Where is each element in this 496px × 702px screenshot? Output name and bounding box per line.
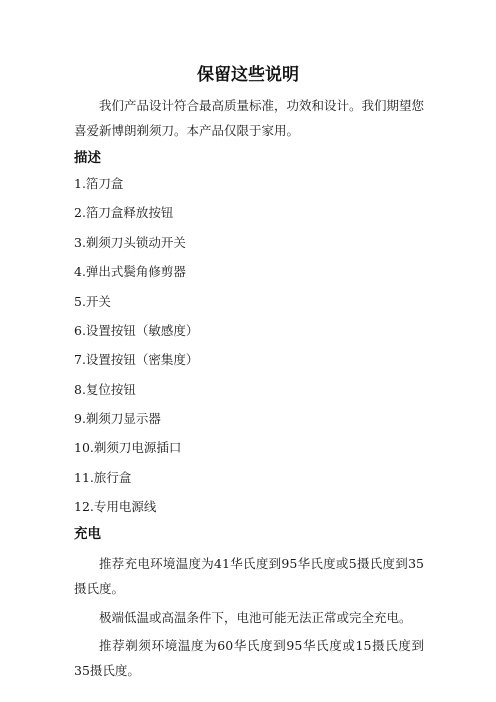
list-item: 11.旅行盒	[74, 470, 132, 485]
page-title: 保留这些说明	[197, 65, 299, 85]
description-heading: 描述	[74, 150, 101, 166]
list-item: 8.复位按钮	[74, 382, 136, 397]
intro-paragraph: 我们产品设计符合最高质量标准，功效和设计。我们期望您喜爱新博朗剃须刀。本产品仅限于家用。	[74, 98, 425, 138]
list-item: 4.弹出式鬓角修剪器	[74, 264, 186, 279]
list-item: 2.箔刀盒释放按钮	[74, 205, 174, 220]
list-item: 1.箔刀盒	[74, 176, 124, 191]
charging-paragraph: 极端低温或高温条件下，电池可能无法正常或完全充电。	[99, 610, 412, 625]
charging-paragraph: 推荐剃须环境温度为60华氏度到95华氏度或15摄氏度到35摄氏度。	[74, 638, 424, 678]
list-item: 7.设置按钮（密集度）	[74, 352, 199, 367]
list-item: 10.剃须刀电源插口	[74, 440, 182, 455]
list-item: 3.剃须刀头锁动开关	[74, 235, 186, 250]
charging-paragraph: 推荐充电环境温度为41华氏度到95华氏度或5摄氏度到35摄氏度。	[74, 556, 424, 596]
list-item: 5.开关	[74, 294, 111, 309]
list-item: 6.设置按钮（敏感度）	[74, 323, 199, 338]
list-item: 9.剃须刀显示器	[74, 411, 161, 426]
list-item: 12.专用电源线	[74, 499, 157, 514]
charging-heading: 充电	[74, 526, 101, 542]
